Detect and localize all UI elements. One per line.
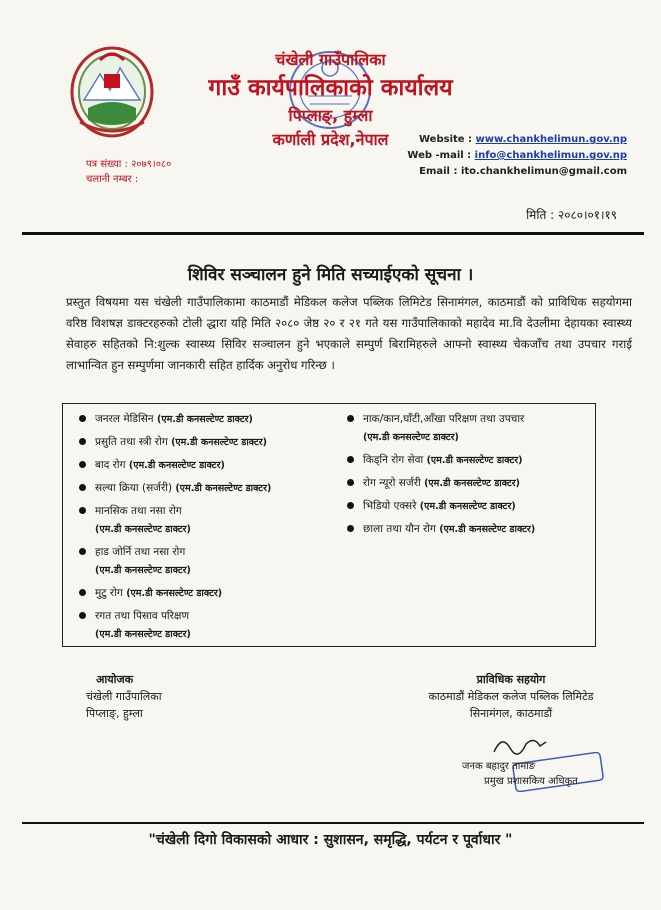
service-item (77, 502, 339, 539)
bullet-icon (347, 415, 354, 422)
province-name: कर्णाली प्रदेश,नेपाल (272, 130, 389, 149)
dispatch-number: चलानी नम्बर : (86, 174, 139, 185)
organizer-block (86, 671, 162, 722)
bullet-icon (79, 438, 86, 445)
service-doctor-type: (एम.डी कनसल्टेण्ट डाक्टर) (95, 629, 191, 640)
services-right-column (345, 410, 589, 543)
signatory-designation: प्रमुख प्रशासकिय अधिकृत (484, 776, 578, 787)
service-item (345, 410, 589, 447)
bullet-icon (79, 548, 86, 555)
bullet-icon (79, 484, 86, 491)
service-doctor-type: (एम.डी कनसल्टेण्ट डाक्टर) (171, 437, 267, 448)
service-name: जनरल मेडिसिन (95, 413, 154, 425)
service-name: नाक/कान,घाँटी,आँखा परिक्षण तथा उपचार (363, 413, 525, 425)
email-line (419, 166, 627, 177)
webmail-label: Web -mail : (407, 150, 472, 161)
service-item (77, 479, 339, 498)
municipality-motto: "चंखेली दिगो विकासको आधार : सुशासन, समृद्धि, पर्यटन र पूर्वाधार " (148, 832, 513, 848)
service-name: रगत तथा पिसाव परिक्षण (95, 610, 190, 622)
organizer-address: पिप्लाङ्, हुम्ला (86, 707, 143, 720)
service-name: हाड जोर्नि तथा नसा रोग (95, 546, 186, 558)
service-item (77, 433, 339, 452)
bullet-icon (79, 612, 86, 619)
service-doctor-type: (एम.डी कनसल्टेण्ट डाक्टर) (156, 414, 253, 425)
service-name: सल्या क्रिया (सर्जरी) (95, 482, 173, 494)
organizer-name: चंखेली गाउँपालिका (86, 690, 162, 703)
office-name: गाउँ कार्यपालिकाको कार्यालय (208, 75, 453, 101)
service-item (345, 451, 589, 470)
service-item (345, 520, 589, 539)
website-link[interactable]: www.chankhelimun.gov.np (475, 134, 627, 145)
organizer-heading: आयोजक (96, 673, 134, 686)
service-item (77, 456, 339, 475)
service-doctor-type: (एम.डी कनसल्टेण्ट डाक्टर) (95, 524, 191, 535)
header-divider (22, 232, 644, 235)
service-doctor-type: (एम.डी कनसल्टेण्ट डाक्टर) (426, 455, 523, 466)
bullet-icon (79, 589, 86, 596)
reference-number: पत्र संख्या : २०७९।०८० (86, 159, 172, 170)
bullet-icon (347, 456, 354, 463)
service-item (345, 474, 589, 493)
signatory-name: जनक बहादुर तामाङ (462, 761, 536, 772)
website-line (419, 134, 627, 145)
tech-support-heading: प्राविधिक सहयोग (476, 673, 546, 686)
service-name: मानसिक तथा नसा रोग (95, 505, 182, 517)
tech-support-address: सिनामंगल, काठमाडौं (469, 707, 553, 720)
service-name: भिडियो एक्सरे (363, 500, 417, 512)
service-item (77, 410, 339, 429)
bullet-icon (347, 479, 354, 486)
service-name: किड्नि रोग सेवा (363, 454, 424, 466)
letter-date: मिति : २०८०।०१।१९ (526, 208, 617, 222)
service-name: मुटु रोग (95, 587, 123, 599)
service-doctor-type: (एम.डी कनसल्टेण्ट डाक्टर) (439, 524, 536, 535)
service-name: प्रसुति तथा स्त्री रोग (95, 436, 168, 448)
service-doctor-type: (एम.डी कनसल्टेण्ट डाक्टर) (363, 432, 459, 443)
service-item (345, 497, 589, 516)
tech-support-name: काठमाडौं मेडिकल कलेज पब्लिक लिमिटेड (428, 690, 594, 703)
service-item (77, 607, 339, 644)
services-box (62, 403, 596, 647)
service-name: छाला तथा यौन रोग (363, 523, 436, 535)
bullet-icon (347, 502, 354, 509)
service-doctor-type: (एम.डी कनसल्टेण्ट डाक्टर) (175, 483, 272, 494)
service-doctor-type: (एम.डी कनसल्टेण्ट डाक्टर) (128, 460, 225, 471)
service-name: रोग न्यूरो सर्जरी (363, 477, 421, 489)
notice-title: शिविर सञ्चालन हुने मिति सच्याईएको सूचना । (187, 265, 474, 285)
services-left-column (77, 410, 339, 648)
service-item (77, 543, 339, 580)
email-address[interactable]: ito.chankhelimun@gmail.com (460, 166, 627, 177)
service-doctor-type: (एम.डी कनसल्टेण्ट डाक्टर) (126, 588, 223, 599)
tech-support-block (406, 671, 616, 722)
service-name: बाद रोग (95, 459, 126, 471)
service-doctor-type: (एम.डी कनसल्टेण्ट डाक्टर) (424, 478, 520, 489)
bullet-icon (79, 461, 86, 468)
service-doctor-type: (एम.डी कनसल्टेण्ट डाक्टर) (95, 565, 191, 576)
footer-divider (22, 822, 644, 824)
bullet-icon (347, 525, 354, 532)
office-address: पिप्लाङ्, हुम्ला (288, 106, 373, 125)
website-label: Website : (419, 134, 473, 145)
webmail-line (407, 150, 627, 161)
municipality-name: चंखेली गाउँपालिका (275, 50, 386, 69)
service-doctor-type: (एम.डी कनसल्टेण्ट डाक्टर) (419, 501, 516, 512)
email-label: Email : (419, 166, 458, 177)
webmail-link[interactable]: info@chankhelimun.gov.np (474, 150, 627, 161)
bullet-icon (79, 415, 86, 422)
notice-body: प्रस्तुत विषयमा यस चंखेली गाउँपालिकामा काठमाडौं मेडिकल कलेज पब्लिक लिमिटेड सिनामंगल, काठमाडौं को प्राविधिक सहयोगमा वरिष्ठ विशषज्ञ डाक्टरहरुको टोली द्धारा यहि मिति २०८० जेष्ठ २० र २१ गते यस गाउँपालिकाको महादेव मा.वि देउलीमा देहायका स्वास्थ्य सेवाहरु सहितको नि:शुल्क स्वास्थ्य सिविर सञ्चालन हुने भएकाले सम्पुर्ण बिरामिहरुले आफ्नो स्वास्थ्य चेकजाँच तथा उपचार गराई लाभान्वित हुन सम्पुर्णमा जानकारी सहित हार्दिक अनुरोध गरिन्छ । (66, 295, 632, 372)
bullet-icon (79, 507, 86, 514)
service-item (77, 584, 339, 603)
